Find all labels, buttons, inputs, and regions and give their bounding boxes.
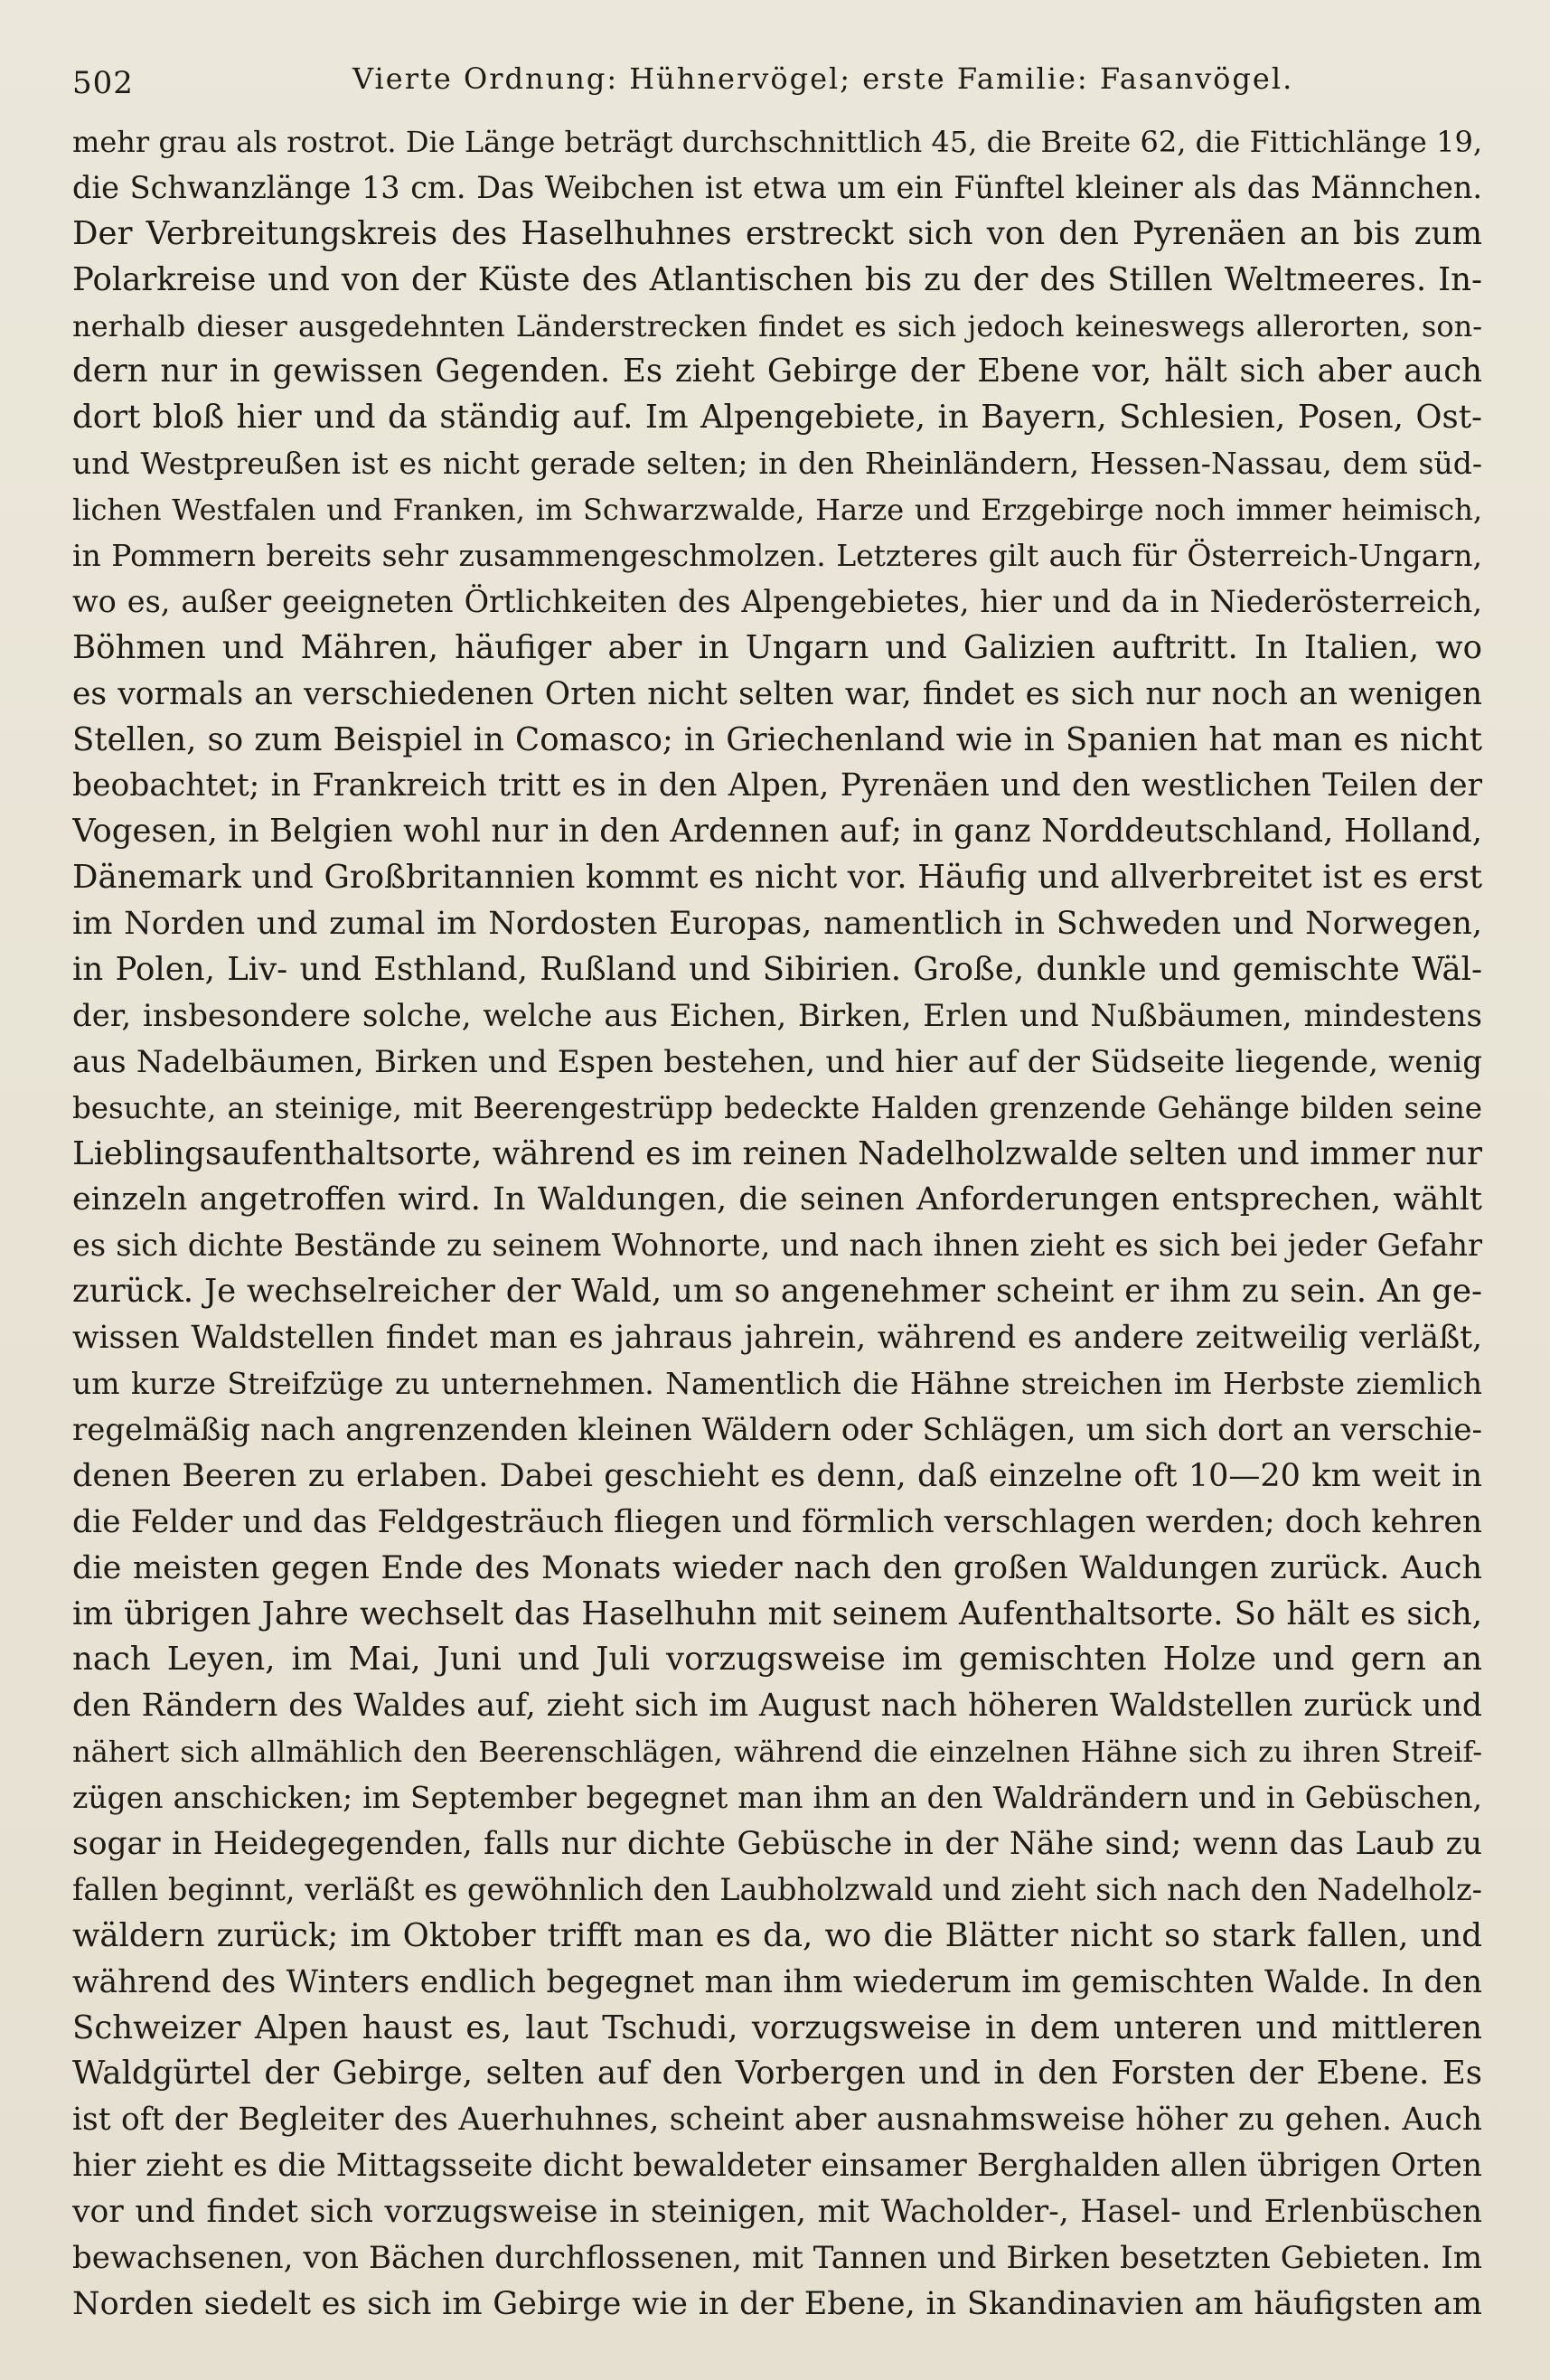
text-line: und Westpreußen ist es nicht gerade selten; in den Rheinländern, Hessen-Nassau, dem süd- <box>72 446 1482 482</box>
text-line: während des Winters endlich begegnet man ihm wiederum im gemischten Walde. In den <box>72 1963 1482 2000</box>
text-line: die Schwanzlänge 13 cm. Das Weibchen ist etwa um ein Fünftel kleiner als das Männchen. <box>72 169 1482 205</box>
text-line: lichen Westfalen und Franken, im Schwarzwalde, Harze und Erzgebirge noch immer heimisch, <box>72 493 1482 528</box>
text-line: vor und findet sich vorzugsweise in steinigen, mit Wacholder-, Hasel- und Erlenbüschen <box>72 2194 1482 2231</box>
text-line: beobachtet; in Frankreich tritt es in den Alpen, Pyrenäen und den westlichen Teilen der <box>72 767 1482 804</box>
text-line: Böhmen und Mähren, häufiger aber in Ungarn und Galizien auftritt. In Italien, wo <box>72 628 1482 666</box>
page-number: 502 <box>72 65 134 101</box>
page-header <box>72 52 1482 107</box>
text-line: wo es, außer geeigneten Örtlichkeiten des Alpengebietes, hier und da in Niederösterreich, <box>72 583 1482 619</box>
text-line: Polarkreise und von der Küste des Atlantischen bis zu der des Stillen Weltmeeres. In- <box>72 260 1482 298</box>
text-line: in Polen, Liv- und Esthland, Rußland und Sibirien. Große, dunkle und gemischte Wäl- <box>72 951 1482 989</box>
text-line: zügen anschicken; im September begegnet man ihm an den Waldrändern und in Gebüschen, <box>72 1780 1482 1816</box>
text-line: zurück. Je wechselreicher der Wald, um so angenehmer scheint er ihm zu sein. An ge- <box>72 1273 1482 1311</box>
text-line: regelmäßig nach angrenzenden kleinen Wäldern oder Schlägen, um sich dort an verschie- <box>72 1411 1482 1448</box>
text-line: Waldgürtel der Gebirge, selten auf den Vorbergen und in den Forsten der Ebene. Es <box>72 2055 1482 2093</box>
text-line: die Felder und das Feldgesträuch fliegen und förmlich verschlagen werden; doch kehren <box>72 1503 1482 1540</box>
text-line: nerhalb dieser ausgedehnten Länderstrecken findet es sich jedoch keineswegs allerorten, son- <box>72 308 1482 343</box>
text-line: bewachsenen, von Bächen durchflossenen, mit Tannen und Birken besetzten Gebieten. Im <box>72 2239 1482 2276</box>
text-line: Schweizer Alpen haust es, laut Tschudi, vorzugsweise in dem unteren und mittleren <box>72 2008 1482 2046</box>
text-line: Norden siedelt es sich im Gebirge wie in der Ebene, in Skandinavien am häufigsten am <box>72 2285 1482 2322</box>
text-line: Der Verbreitungskreis des Haselhuhnes erstreckt sich von den Pyrenäen an bis zum <box>72 214 1482 252</box>
text-line: nähert sich allmählich den Beerenschlägen, während die einzelnen Hähne sich zu ihren Streif- <box>72 1735 1482 1770</box>
text-line: dern nur in gewissen Gegenden. Es zieht Gebirge der Ebene vor, hält sich aber auch <box>72 353 1482 390</box>
text-line: wissen Waldstellen findet man es jahraus jahrein, während es andere zeitweilig verläßt, <box>72 1320 1482 1357</box>
text-line: aus Nadelbäumen, Birken und Espen bestehen, und hier auf der Südseite liegende, wenig <box>72 1043 1482 1080</box>
text-line: in Pommern bereits sehr zusammengeschmolzen. Letzteres gilt auch für Österreich-Ungarn, <box>72 538 1482 574</box>
text-line: Lieblingsaufenthaltsorte, während es im reinen Nadelholzwalde selten und immer nur <box>72 1134 1482 1172</box>
text-line: im übrigen Jahre wechselt das Haselhuhn mit seinem Aufenthaltsorte. So hält es sich, <box>72 1595 1482 1632</box>
text-line: um kurze Streifzüge zu unternehmen. Namentlich die Hähne streichen im Herbste ziemlich <box>72 1366 1482 1402</box>
text-line: denen Beeren zu erlaben. Dabei geschieht es denn, daß einzelne oft 10—20 km weit in <box>72 1457 1482 1494</box>
body-text <box>72 119 1482 2328</box>
text-line: sogar in Heidegegenden, falls nur dichte Gebüsche in der Nähe sind; wenn das Laub zu <box>72 1825 1482 1862</box>
running-head: Vierte Ordnung: Hühnervögel; erste Familie: Fasanvögel. <box>352 61 1294 96</box>
text-line: es sich dichte Bestände zu seinem Wohnorte, und nach ihnen zieht es sich bei jeder Gefahr <box>72 1228 1482 1264</box>
text-line: wäldern zurück; im Oktober trifft man es da, wo die Blätter nicht so stark fallen, und <box>72 1916 1482 1954</box>
text-line: nach Leyen, im Mai, Juni und Juli vorzugsweise im gemischten Holze und gern an <box>72 1641 1482 1679</box>
text-line: Vogesen, in Belgien wohl nur in den Ardennen auf; in ganz Norddeutschland, Holland, <box>72 813 1482 851</box>
text-line: besuchte, an steinige, mit Beerengestrüpp bedeckte Halden grenzende Gehänge bilden seine <box>72 1090 1482 1125</box>
text-line: der, insbesondere solche, welche aus Eichen, Birken, Erlen und Nußbäumen, mindestens <box>72 997 1482 1034</box>
text-line: die meisten gegen Ende des Monats wieder nach den großen Waldungen zurück. Auch <box>72 1549 1482 1586</box>
text-line: Dänemark und Großbritannien kommt es nicht vor. Häufig und allverbreitet ist es erst <box>72 859 1482 897</box>
text-line: Stellen, so zum Beispiel in Comasco; in Griechenland wie in Spanien hat man es nicht <box>72 720 1482 758</box>
text-line: dort bloß hier und da ständig auf. Im Alpengebiete, in Bayern, Schlesien, Posen, Ost- <box>72 399 1482 437</box>
text-line: fallen beginnt, verläßt es gewöhnlich den Laubholzwald und zieht sich nach den Nadelholz- <box>72 1871 1482 1907</box>
text-line: ist oft der Begleiter des Auerhuhnes, scheint aber ausnahmsweise höher zu gehen. Auch <box>72 2102 1482 2139</box>
text-line: im Norden und zumal im Nordosten Europas, namentlich in Schweden und Norwegen, <box>72 906 1482 943</box>
text-line: es vormals an verschiedenen Orten nicht selten war, findet es sich nur noch an wenigen <box>72 675 1482 712</box>
text-line: hier zieht es die Mittagsseite dicht bewaldeter einsamer Berghalden allen übrigen Orten <box>72 2148 1482 2185</box>
text-line: mehr grau als rostrot. Die Länge beträgt durchschnittlich 45, die Breite 62, die Fittichlänge 19, <box>72 125 1482 159</box>
text-line: den Rändern des Waldes auf, zieht sich im August nach höheren Waldstellen zurück und <box>72 1688 1482 1725</box>
text-line: einzeln angetroffen wird. In Waldungen, die seinen Anforderungen entsprechen, wählt <box>72 1181 1482 1218</box>
